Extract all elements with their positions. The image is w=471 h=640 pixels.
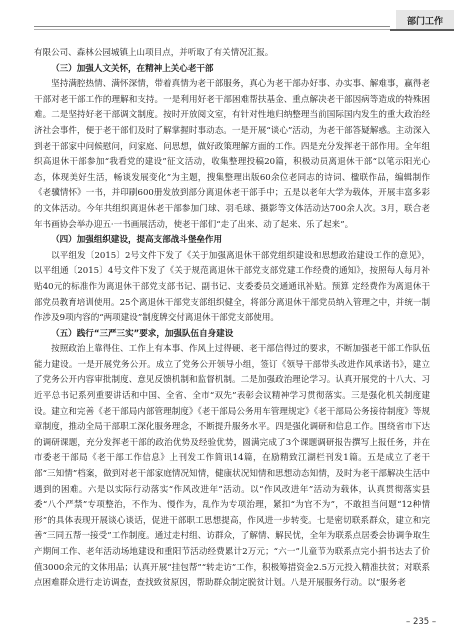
paragraph-section-5: 按照政治上靠得住、工作上有本事、作风上过得硬、老干部信得过的要求，不断加强老干部工作队伍能力建设。一是开展党务公开。成立了党务公开领导小组，签订《领导干部带头改进作风承诺书》，建立了党务公开内容审批制度、意见反馈机制和监督机制。二是加强政治理论学习。认真开展党的十八大、习近平总书记系列重要讲话和中国、全省、全市“双先”表彰会议精神学习贯彻落实。三是强化机关制度建设。建立和完善《老干部局内部管理制度》《老干部局公务用车管理规定》《老干部局公务接待制度》等规章制度，推动全局干部职工深化服务理念，不断提升服务水平。四是强化调研和信息工作。围绕省市下达的调研课题，充分发挥老干部的政治优势及经验优势，圆满完成了3个课题调研报告撰写上报任务，并在市委老干部局《老干部工作信息》上刊发工作简讯14篇，在励精致江湖栏刊发1篇。五是成立了老干部“三知情”档案，做到对老干部家庭情况知情，健康状况知情和思想动态知情，及时为老干部解决生活中遇到的困难。六是以实际行动落实“作风改进年”活动。以“作风改进年”活动为载体，认真贯彻落实县委“八个严禁”专项整治，不作为、慢作为，乱作为专项治理，紧扣“为官不为”，不敢担当问题“12种情形”的具体表现开展谈心谈话，促进干部职工思想提高，作风进一步转变。七是密切联系群众，建立和完善“三同五帮一接受”工作制度。通过走村组、访群众，了解情、解民忧，全年为联系点居委会协调争取生产期间工作、老年活动场地建设和重阳节活动经费累计2万元；“六一”儿童节为联系点完小捐书达去了价值3000余元的文体用品；认真开展“挂包帮”“转走访”工作，积极筹措资金2.5万元投入精准扶贫；对联系点困难群众进行走访调查，查找致贫原因，帮助群众制定脱贫计划。八是开展服务行动。以“服务老 xyxy=(34,344,430,589)
section-heading-4: （四）加强组织建设，提高支部战斗堡垒作用 xyxy=(51,235,223,246)
running-header xyxy=(0,0,471,44)
page-number: – 235 – xyxy=(406,617,437,627)
paragraph-section-3: 坚持满腔热情、满怀深情，带着真情为老干部服务，真心为老干部办好事、办实事、解难事，赢得老干部对老干部工作的理解和支持。一是利用好老干部困难帮扶基金、重点解决老干部因病等造成的特殊困难。二是坚持好老干部调文制度。按时开放阅文室，有针对性地归纳整理当前国际国内发生的重大政治经济社会事件，便于老干部们及时了解掌握时事动态。一是开展“谈心”活动，为老干部答疑解惑。主动深入到老干部家中问候慰问，问家庭、问思想，做好政策理解方面的工作。四是充分发挥老干部作用。全年组织高退休干部参加“我看党的建设”征文活动，收集整理投稿20篇，积极动员离退休干部“以笔示阳光心态，体现美好生活，畅谈发展变化”为主题，搜集整理出版60余位老同志的诗词、楹联作品，编辑制作《老骥情怀》一书，并印刷600册发放到部分离退休老干部手中；五是以老年大学为载体，开展丰富多彩的文体活动。今年共组织离退休老干部参加门球、羽毛球、摄影等文体活动达700余人次。3月，联合老年书画协会举办迎五·一书画展活动，使老干部们“走了出来、动了起来、乐了起来”。 xyxy=(34,79,430,230)
section-tab: 部门工作 xyxy=(396,10,454,31)
header-rule xyxy=(34,26,390,27)
section-heading-3: （三）加强人文关怀，在精神上关心老干部 xyxy=(51,63,214,74)
page-body xyxy=(34,46,430,592)
section-heading-5: （五）践行“三严三实”要求，加强队伍自身建设 xyxy=(51,328,234,339)
header-rule-secondary xyxy=(34,29,390,30)
section-tab-underline xyxy=(390,29,454,31)
paragraph-continued: 有限公司、森林公园城镇上山项目点，并听取了有关情况汇报。 xyxy=(34,48,274,58)
paragraph-section-4: 以平组发〔2015〕2号文件下发了《关于加强离退休干部党组织建设和思想政治建设工作的意见》，以平组通〔2015〕4号文件下发了《关于规范离退休干部党支部党建工作经费的通知》，按照每人每月补贴40元的标准作为离退休干部党支部书记、副书记、支委委员交通通讯补贴。预算 定经费作为离退休干部党员教育培训使用。25个离退休干部党支部组织健全，将部分离退休干部党员纳入管理之中，并统一制作涉及9项内容的“两项建设”制度牌交付离退休干部党支部使用。 xyxy=(34,250,430,324)
